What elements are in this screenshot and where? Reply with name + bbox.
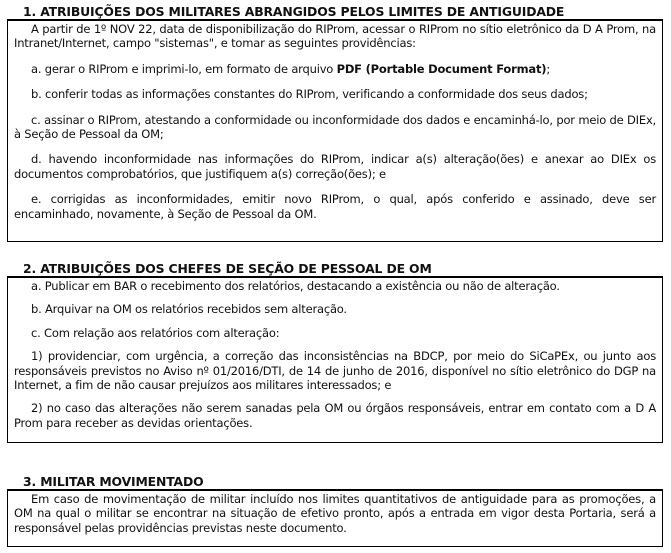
section-1-item-a xyxy=(14,62,656,76)
section-2-item-c: c. Com relação aos relatórios com alteração: xyxy=(31,325,280,340)
section-2-sub-2: 2) no caso das alterações não serem sanadas pela OM ou órgãos responsáveis, entrar em contato com a D A Prom para receber as devidas orientações. xyxy=(14,401,656,430)
section-2-item-a: a. Publicar em BAR o recebimento dos relatórios, destacando a existência ou não de alteração. xyxy=(31,279,560,293)
section-1-title: 1. ATRIBUIÇÕES DOS MILITARES ABRANGIDOS PELOS LIMITES DE ANTIGUIDADE xyxy=(7,4,663,20)
section-3-box xyxy=(7,490,663,547)
section-3-title: 3. MILITAR MOVIMENTADO xyxy=(7,474,663,490)
section-2-sub-1: 1) providenciar, com urgência, a correção das inconsistências na BDCP, por meio do SiCaPEx, ou junto aos responsáveis previstos no Aviso nº 01/2016/DTI, de 14 de junho de 2016, disponível no sítio eletrônico do DGP na Internet, a fim de não causar prejuízos aos militares interessados; e xyxy=(14,349,656,393)
section-1-item-b: b. conferir todas as informações constantes do RIProm, verificando a conformidade dos seus dados; xyxy=(31,87,588,102)
section-1-item-a-pre: a. gerar o RIProm e imprimi-lo, em formato de arquivo xyxy=(31,61,337,76)
section-1-item-d: d. havendo inconformidade nas informações do RIProm, indicar a(s) alteração(ões) e anexar ao DIEx os documentos comprobatórios, que justifiquem a(s) correção(ões); e xyxy=(14,152,656,181)
section-1-intro: A partir de 1º NOV 22, data de disponibilização do RIProm, acessar o RIProm no sítio eletrônico da D A Prom, na Intranet/Internet, campo "sistemas", e tomar as seguintes providências: xyxy=(14,22,656,51)
section-2-item-b: b. Arquivar na OM os relatórios recebidos sem alteração. xyxy=(31,302,347,317)
section-2-box xyxy=(7,277,663,443)
section-1-item-a-bold: PDF (Portable Document Format) xyxy=(336,61,547,76)
section-1-item-c: c. assinar o RIProm, atestando a conformidade ou inconformidade dos dados e encaminhá-lo, por meio de DIEx, à Seção de Pessoal da OM; xyxy=(14,112,656,142)
section-1-item-a-post: ; xyxy=(546,61,550,76)
section-3-text: Em caso de movimentação de militar incluído nos limites quantitativos de antiguidade para as promoções, a OM na qual o militar se encontrar na situação de efetivo pronto, após a entrada em vigor desta Portaria, será a responsável pelas providências previstas neste documento. xyxy=(14,492,656,535)
section-2-title: 2. ATRIBUIÇÕES DOS CHEFES DE SEÇÃO DE PESSOAL DE OM xyxy=(7,261,663,277)
section-1-item-e: e. corrigidas as inconformidades, emitir novo RIProm, o qual, após conferido e assinado, deve ser encaminhado, novamente, à Seção de Pessoal da OM. xyxy=(14,192,656,221)
section-1-box xyxy=(7,20,663,242)
